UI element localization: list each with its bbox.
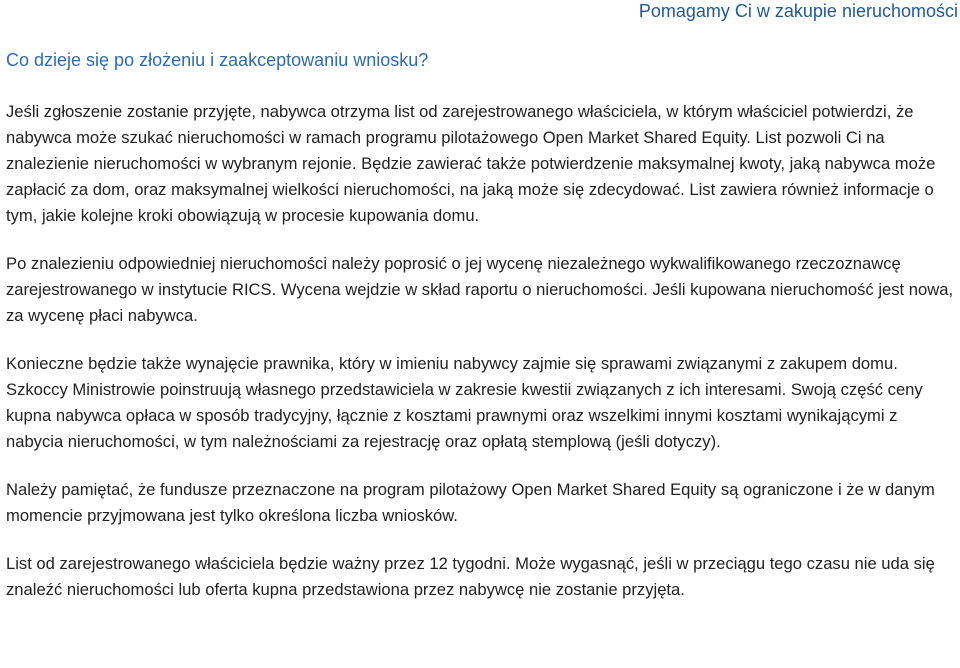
paragraph-valuation: Po znalezieniu odpowiedniej nieruchomości należy poprosić o jej wycenę niezależnego wykwalifikowanego rzeczoznawcę zarejestrowanego w instytucie RICS. Wycena wejdzie w skład raportu o nieruchomości. Jeśli kupowana nieruchomość jest nowa, za wycenę płaci nabywca. <box>6 254 954 325</box>
section-title: Co dzieje się po złożeniu i zaakceptowaniu wniosku? <box>6 50 429 70</box>
paragraph-solicitor: Konieczne będzie także wynajęcie prawnika, który w imieniu nabywcy zajmie się sprawami związanymi z zakupem domu. Szkoccy Ministrowie poinstruują własnego przedstawiciela w zakresie kwestii związanych z ich interesami. Swoją część ceny kupna nabywca opłaca w sposób tradycyjny, łącznie z kosztami prawnymi oraz wszelkimi innymi kosztami wynikającymi z nabycia nieruchomości, w tym należnościami za rejestrację oraz opłatą stemplową (jeśli dotyczy). <box>6 354 923 451</box>
paragraph-letter-from-owner: Jeśli zgłoszenie zostanie przyjęte, nabywca otrzyma list od zarejestrowanego właściciela, w którym właściciel potwierdzi, że nabywca może szukać nieruchomości w ramach programu pilotażowego Open Market Shared Equity. List pozwoli Ci na znalezienie nieruchomości w wybranym rejonie. Będzie zawierać także potwierdzenie maksymalnej kwoty, jaką nabywca może zapłacić za dom, oraz maksymalnej wielkości nieruchomości, na jaką może się zdecydować. List zawiera również informacje o tym, jakie kolejne kroki obowiązują w procesie kupowania domu. <box>6 102 936 225</box>
header-tagline: Pomagamy Ci w zakupie nieruchomości <box>638 1 958 21</box>
paragraph-limited-funds: Należy pamiętać, że fundusze przeznaczone na program pilotażowy Open Market Shared Equity są ograniczone i że w danym momencie przyjmowana jest tylko określona liczba wniosków. <box>6 480 935 525</box>
paragraph-letter-validity: List od zarejestrowanego właściciela będzie ważny przez 12 tygodni. Może wygasnąć, jeśli w przeciągu tego czasu nie uda się znaleźć nieruchomości lub oferta kupna przedstawiona przez nabywcę nie zostanie przyjęta. <box>6 554 935 599</box>
document-body <box>6 99 956 603</box>
